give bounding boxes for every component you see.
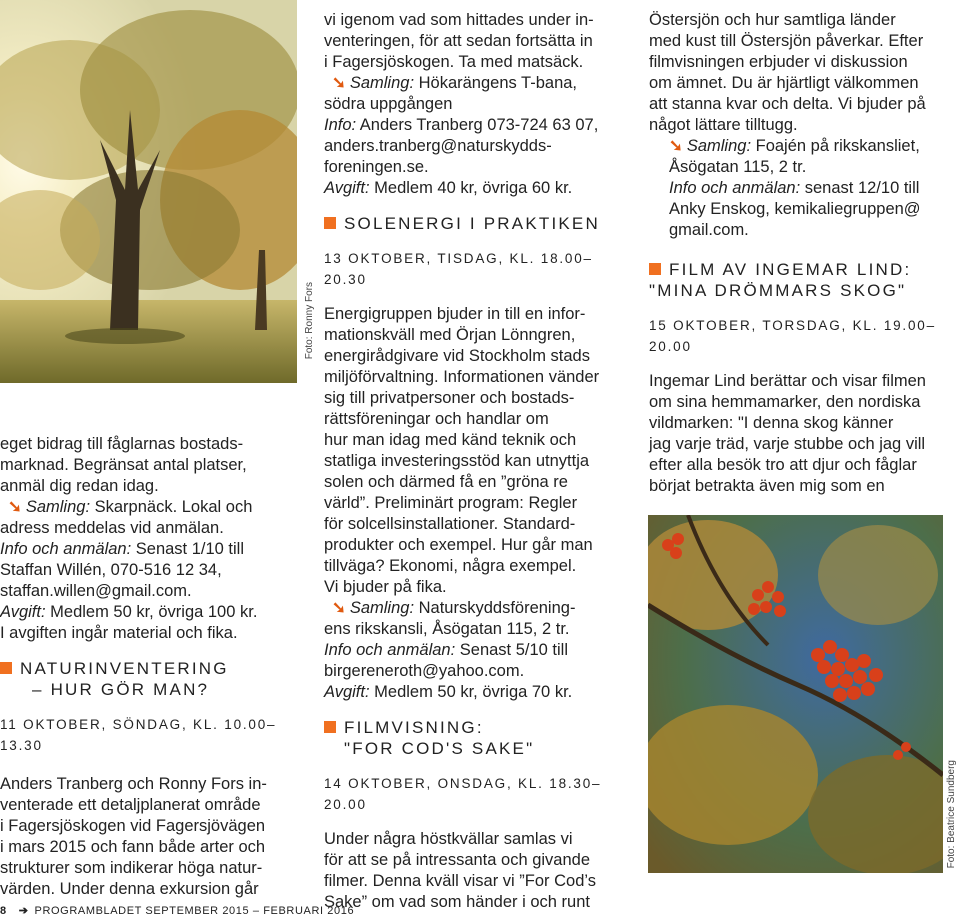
body-line: venterade ett detaljplanerat område [0, 796, 261, 814]
body-line: filmer. Denna kväll visar vi ”For Cod’s [324, 872, 597, 890]
body-line: värden. Under denna exkursion går [0, 880, 259, 898]
intro-line: Östersjön och hur samtliga länder [649, 11, 896, 29]
page-number: 8 [0, 905, 7, 917]
info-text: Anders Tranberg 073-724 63 07, [356, 116, 599, 134]
body-line: Ingemar Lind berättar och visar filmen [649, 372, 926, 390]
arrow-icon: ➔ [18, 905, 29, 917]
intro-line: marknad. Begränsat antal platser, [0, 456, 247, 474]
intro-line: eget bidrag till fåglarnas bostads- [0, 435, 244, 453]
event-heading-naturinventering [0, 658, 300, 700]
body-line: värld”. Preliminärt program: Regler [324, 494, 578, 512]
info-line[interactable]: Anky Enskog, kemikaliegruppen@ [669, 200, 921, 218]
event-date: 13 OKTOBER, TISDAG, KL. 18.00–20.30 [324, 251, 593, 287]
rowan-berries-photo [648, 515, 943, 873]
samling-label: Samling: [349, 599, 415, 617]
body-line: vildmarken: "I denna skog känner [649, 414, 894, 432]
column-3 [649, 10, 959, 497]
info-label: Info och anmälan: [669, 179, 801, 197]
orange-square-icon [0, 662, 12, 674]
email-link[interactable]: anders.tranberg@naturskydds- [324, 137, 552, 155]
arrow-icon: ➘ [8, 498, 22, 516]
intro-line: anmäl dig redan idag. [0, 477, 159, 495]
photo-credit-rowan: Foto: Beatrice Sundberg [946, 760, 957, 869]
intro-line: om ämnet. Du är hjärtligt välkommen [649, 74, 919, 92]
body-line: efter alla besök tro att djur och fåglar [649, 456, 917, 474]
body-line: rättsföreningar och handlar om [324, 410, 549, 428]
intro-line: filmvisningen erbjuder vi diskussion [649, 53, 908, 71]
samling-label: Samling: [349, 74, 415, 92]
email-link[interactable]: birgereneroth@yahoo.com. [324, 662, 525, 680]
intro-line: i Fagersjöskogen. Ta med matsäck. [324, 53, 584, 71]
body-line: börjat betrakta även mig som en [649, 477, 885, 495]
heading-line: SOLENERGI I PRAKTIKEN [344, 214, 600, 233]
info-text: Senast 5/10 till [455, 641, 568, 659]
intro-line: venteringen, för att sedan fortsätta in [324, 32, 593, 50]
heading-line: FILM AV INGEMAR LIND: [669, 260, 912, 279]
event-date: 11 OKTOBER, SÖNDAG, KL. 10.00–13.30 [0, 717, 277, 753]
body-line: Vi bjuder på fika. [324, 578, 447, 596]
event-date: 14 OKTOBER, ONSDAG, KL. 18.30–20.00 [324, 776, 602, 812]
body-line: jag varje träd, varje stubbe och jag vill [649, 435, 926, 453]
samling-text: Hökarängens T-bana, [414, 74, 578, 92]
body-line: strukturer som indikerar höga natur- [0, 859, 263, 877]
photo-credit-oak: Foto: Ronny Fors [304, 282, 315, 360]
heading-line: FILMVISNING: [344, 718, 484, 737]
samling-line: Åsögatan 115, 2 tr. [669, 158, 807, 176]
column-1 [0, 434, 300, 900]
intro-line: vi igenom vad som hittades under in- [324, 11, 594, 29]
avgift-text: Medlem 40 kr, övriga 60 kr. [369, 179, 573, 197]
samling-text: Skarpnäck. Lokal och [90, 498, 253, 516]
samling-line: ens rikskansli, Åsögatan 115, 2 tr. [324, 620, 570, 638]
email-link[interactable]: foreningen.se. [324, 158, 429, 176]
body-line: produkter och exempel. Hur går man [324, 536, 593, 554]
oak-tree-photo [0, 0, 297, 383]
body-line: sig till privatpersoner och bostads- [324, 389, 575, 407]
arrow-icon: ➘ [669, 137, 683, 155]
body-line: för solcellsinstallationer. Standard- [324, 515, 576, 533]
intro-line: att stanna kvar och delta. Vi bjuder på [649, 95, 926, 113]
body-line: mationskväll med Örjan Lönngren, [324, 326, 576, 344]
body-line: om sina hemmamarker, den nordiska [649, 393, 921, 411]
body-line: Sake” om vad som händer i och runt [324, 893, 590, 911]
avgift-text: Medlem 50 kr, övriga 100 kr. [45, 603, 258, 621]
orange-square-icon [649, 263, 661, 275]
samling-text: Foajén på rikskansliet, [751, 137, 920, 155]
info-text: senast 12/10 till [800, 179, 920, 197]
column-2 [324, 10, 634, 913]
event-heading-solenergi [324, 213, 634, 234]
heading-line: "FOR COD'S SAKE" [344, 739, 535, 758]
body-line: statliga investeringsstöd kan utnyttja [324, 452, 590, 470]
body-line: hur man idag med känd teknik och [324, 431, 577, 449]
avgift-label: Avgift: [0, 603, 46, 621]
event-date: 15 OKTOBER, TORSDAG, KL. 19.00–20.00 [649, 318, 936, 354]
info-line: Staffan Willén, 070-516 12 34, [0, 561, 222, 579]
event-heading-film-ingemar-lind [649, 259, 959, 301]
arrow-icon: ➘ [332, 74, 346, 92]
body-line: solen och därmed få en ”gröna re [324, 473, 568, 491]
body-line: miljöförvaltning. Informationen vänder [324, 368, 600, 386]
body-line: i mars 2015 och fann både arter och [0, 838, 266, 856]
avgift-line: I avgiften ingår material och fika. [0, 624, 238, 642]
heading-line: "MINA DRÖMMARS SKOG" [649, 281, 907, 300]
samling-text: Naturskyddsförening- [414, 599, 576, 617]
email-link[interactable]: gmail.com. [669, 221, 749, 239]
body-line: i Fagersjöskogen vid Fagersjövägen [0, 817, 266, 835]
info-text: Senast 1/10 till [131, 540, 244, 558]
event-heading-filmvisning [324, 717, 634, 759]
orange-square-icon [324, 721, 336, 733]
info-label: Info och anmälan: [0, 540, 132, 558]
avgift-label: Avgift: [324, 683, 370, 701]
email-link[interactable]: staffan.willen@gmail.com. [0, 582, 192, 600]
publication-title: PROGRAMBLADET SEPTEMBER 2015 – FEBRUARI 2016 [34, 905, 355, 917]
intro-line: med kust till Östersjön påverkar. Efter [649, 32, 924, 50]
heading-line: NATURINVENTERING [20, 659, 229, 678]
orange-square-icon [324, 217, 336, 229]
page-footer [0, 904, 354, 917]
body-line: energirådgivare vid Stockholm stads [324, 347, 590, 365]
body-line: för att se på intressanta och givande [324, 851, 590, 869]
samling-line: södra uppgången [324, 95, 453, 113]
body-line: Energigruppen bjuder in till en infor- [324, 305, 586, 323]
body-line: tillväga? Ekonomi, några exempel. [324, 557, 577, 575]
heading-line: – HUR GÖR MAN? [32, 680, 210, 699]
info-label: Info och anmälan: [324, 641, 456, 659]
samling-line: adress meddelas vid anmälan. [0, 519, 224, 537]
info-label: Info: [324, 116, 357, 134]
samling-label: Samling: [25, 498, 91, 516]
samling-label: Samling: [686, 137, 752, 155]
body-line: Under några höstkvällar samlas vi [324, 830, 573, 848]
body-line: Anders Tranberg och Ronny Fors in- [0, 775, 267, 793]
avgift-text: Medlem 50 kr, övriga 70 kr. [369, 683, 573, 701]
arrow-icon: ➘ [332, 599, 346, 617]
intro-line: något lättare tilltugg. [649, 116, 798, 134]
avgift-label: Avgift: [324, 179, 370, 197]
